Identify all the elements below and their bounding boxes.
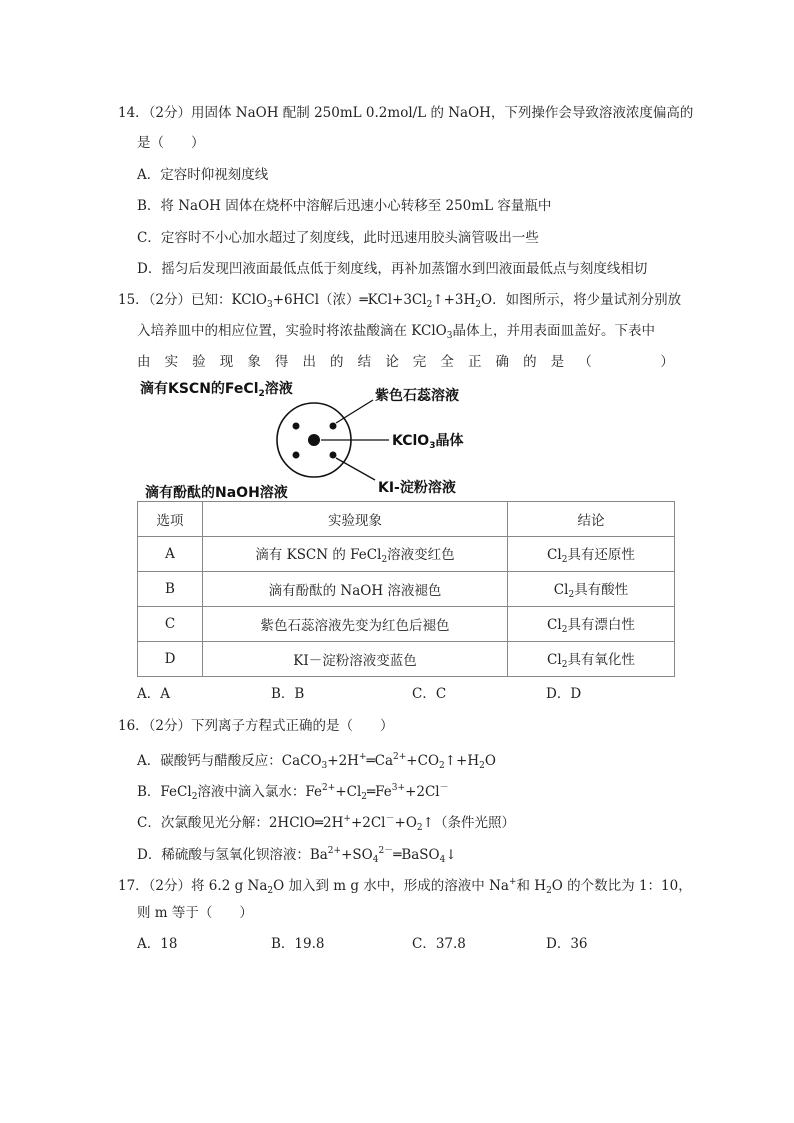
q15-option-c: C．C bbox=[412, 686, 447, 702]
q15-stem-line3-char: ） bbox=[660, 354, 674, 370]
row-phenomenon: 滴有酚酞的 NaOH 溶液褪色 bbox=[203, 572, 508, 607]
q14-option-a: A．定容时仰视刻度线 bbox=[137, 167, 269, 183]
row-phenomenon: KI－淀粉溶液变蓝色 bbox=[203, 642, 508, 677]
kclo3-crystal-dot bbox=[308, 434, 320, 446]
q15-stem-line3-char: 完 bbox=[412, 354, 427, 370]
label-ki-starch-solution: KI-淀粉溶液 bbox=[378, 480, 456, 496]
q15-stem-line3-char: 全 bbox=[440, 354, 454, 370]
q14-option-c: C．定容时不小心加水超过了刻度线，此时迅速用胶头滴管吸出一些 bbox=[137, 230, 539, 246]
q15-stem-line1: 15．（2分）已知：KClO$_3$+6HCl（浓）$═KCl+3Cl_2↑+3H_2O$．如图所示，将少量试剂分别放 bbox=[118, 292, 682, 310]
q16-stem: 16．（2分）下列离子方程式正确的是（ ） bbox=[118, 718, 394, 734]
naoh-dot bbox=[293, 452, 300, 459]
row-conclusion: $Cl_2$具有漂白性 bbox=[508, 607, 675, 642]
row-option: B bbox=[138, 572, 203, 607]
row-conclusion: $Cl_2$具有还原性 bbox=[508, 537, 675, 572]
label-litmus-solution: 紫色石蕊溶液 bbox=[375, 388, 459, 404]
q14-option-b: B．将 NaOH 固体在烧杯中溶解后迅速小心转移至 250mL 容量瓶中 bbox=[137, 198, 552, 214]
q15-option-d: D．D bbox=[546, 686, 582, 702]
q15-option-a: A．A bbox=[137, 686, 170, 702]
fecl2-dot bbox=[293, 423, 300, 430]
q16-option-b: B．FeCl$_2$溶液中滴入氯水：$Fe^{2+}+Cl_2═Fe^{3+}+2Cl^-$ bbox=[137, 783, 449, 802]
q15-stem-line2: 入培养皿中的相应位置，实验时将浓盐酸滴在 KClO$_3$晶体上，并用表面皿盖好。下表中 bbox=[137, 323, 655, 341]
table-row bbox=[138, 607, 675, 642]
q15-option-b: B．B bbox=[271, 686, 305, 702]
q15-stem-line3-char: 结 bbox=[357, 354, 372, 370]
leader-top-right bbox=[336, 400, 373, 423]
q17-option-a: A．18 bbox=[137, 936, 178, 952]
ki-starch-dot bbox=[330, 452, 337, 459]
q17-stem-line1: 17．（2分）将 6.2 g $Na_2O$ 加入到 m g 水中，形成的溶液中 Na+和 $H_2O$ 的个数比为 1：10， bbox=[118, 877, 692, 896]
q15-stem-line3-char: 的 bbox=[330, 354, 344, 370]
row-phenomenon: 紫色石蕊溶液先变为红色后褪色 bbox=[203, 607, 508, 642]
q16-option-a: A．碳酸钙与醋酸反应：$CaCO_3+2H^+═Ca^{2+}+CO_2↑+H_2O$ bbox=[137, 752, 496, 771]
q17-option-d: D．36 bbox=[546, 936, 588, 952]
q15-stem-line3-char: 现 bbox=[219, 354, 234, 370]
q15-stem-line3-char: 正 bbox=[467, 354, 482, 370]
row-option: A bbox=[138, 537, 203, 572]
table-row bbox=[138, 537, 675, 572]
leader-bottom-right bbox=[336, 458, 375, 480]
q17-option-b: B．19.8 bbox=[271, 936, 325, 952]
row-phenomenon: 滴有 KSCN 的 FeCl$_2$溶液变红色 bbox=[203, 537, 508, 572]
q16-option-d: D．稀硫酸与氢氧化钡溶液：$Ba^{2+}+SO_4^{2-}═BaSO_4↓$ bbox=[137, 846, 457, 865]
header-phenomenon: 实验现象 bbox=[203, 502, 508, 537]
q17-option-c: C．37.8 bbox=[412, 936, 466, 952]
q15-stem-line3-char: 得 bbox=[274, 354, 289, 370]
q15-stem-line3-char: 是 bbox=[550, 354, 565, 370]
label-naoh-solution: 滴有酚酞的NaOH溶液 bbox=[145, 485, 288, 501]
petri-dish-diagram bbox=[135, 378, 495, 503]
q15-stem-line3-char: 由 bbox=[137, 354, 151, 370]
row-conclusion: $Cl_2$具有酸性 bbox=[508, 572, 675, 607]
row-option: D bbox=[138, 642, 203, 677]
header-conclusion: 结论 bbox=[508, 502, 675, 537]
q15-stem-line3-char: 确 bbox=[495, 354, 510, 370]
label-kclo3-crystal: KClO$_3$晶体 bbox=[392, 433, 464, 451]
row-option: C bbox=[138, 607, 203, 642]
q15-stem-line3-char: （ bbox=[578, 354, 592, 370]
q14-option-d: D．摇匀后发现凹液面最低点低于刻度线，再补加蒸馏水到凹液面最低点与刻度线相切 bbox=[137, 261, 648, 277]
q15-stem-line3-char: 象 bbox=[247, 354, 261, 370]
table-header-row bbox=[138, 502, 675, 537]
row-conclusion: $Cl_2$具有氧化性 bbox=[508, 642, 675, 677]
q14-stem-line1: 14．（2分）用固体 NaOH 配制 250mL 0.2mol/L 的 NaOH，下列操作会导致溶液浓度偏高的 bbox=[118, 105, 694, 121]
q15-stem-line3-char: 出 bbox=[302, 354, 316, 370]
header-option: 选项 bbox=[138, 502, 203, 537]
q15-stem-line3 bbox=[137, 352, 674, 372]
table-row bbox=[138, 572, 675, 607]
q15-stem-line3-char bbox=[606, 352, 647, 372]
q14-stem-line2: 是（ ） bbox=[137, 135, 205, 151]
q17-stem-line2: 则 m 等于（ ） bbox=[137, 905, 253, 921]
q15-stem-line3-char: 实 bbox=[164, 354, 179, 370]
q15-stem-line3-char: 的 bbox=[523, 354, 537, 370]
q15-stem-line3-char: 论 bbox=[385, 354, 399, 370]
q16-option-c: C．次氯酸见光分解：$2HClO═2H^++2Cl^-+O_2↑$（条件光照） bbox=[137, 814, 515, 833]
table-row bbox=[138, 642, 675, 677]
label-fecl2-solution: 滴有KSCN的FeCl$_2$溶液 bbox=[140, 381, 293, 399]
q15-stem-line3-char: 验 bbox=[192, 354, 206, 370]
experiment-table bbox=[137, 501, 675, 677]
litmus-dot bbox=[330, 423, 337, 430]
